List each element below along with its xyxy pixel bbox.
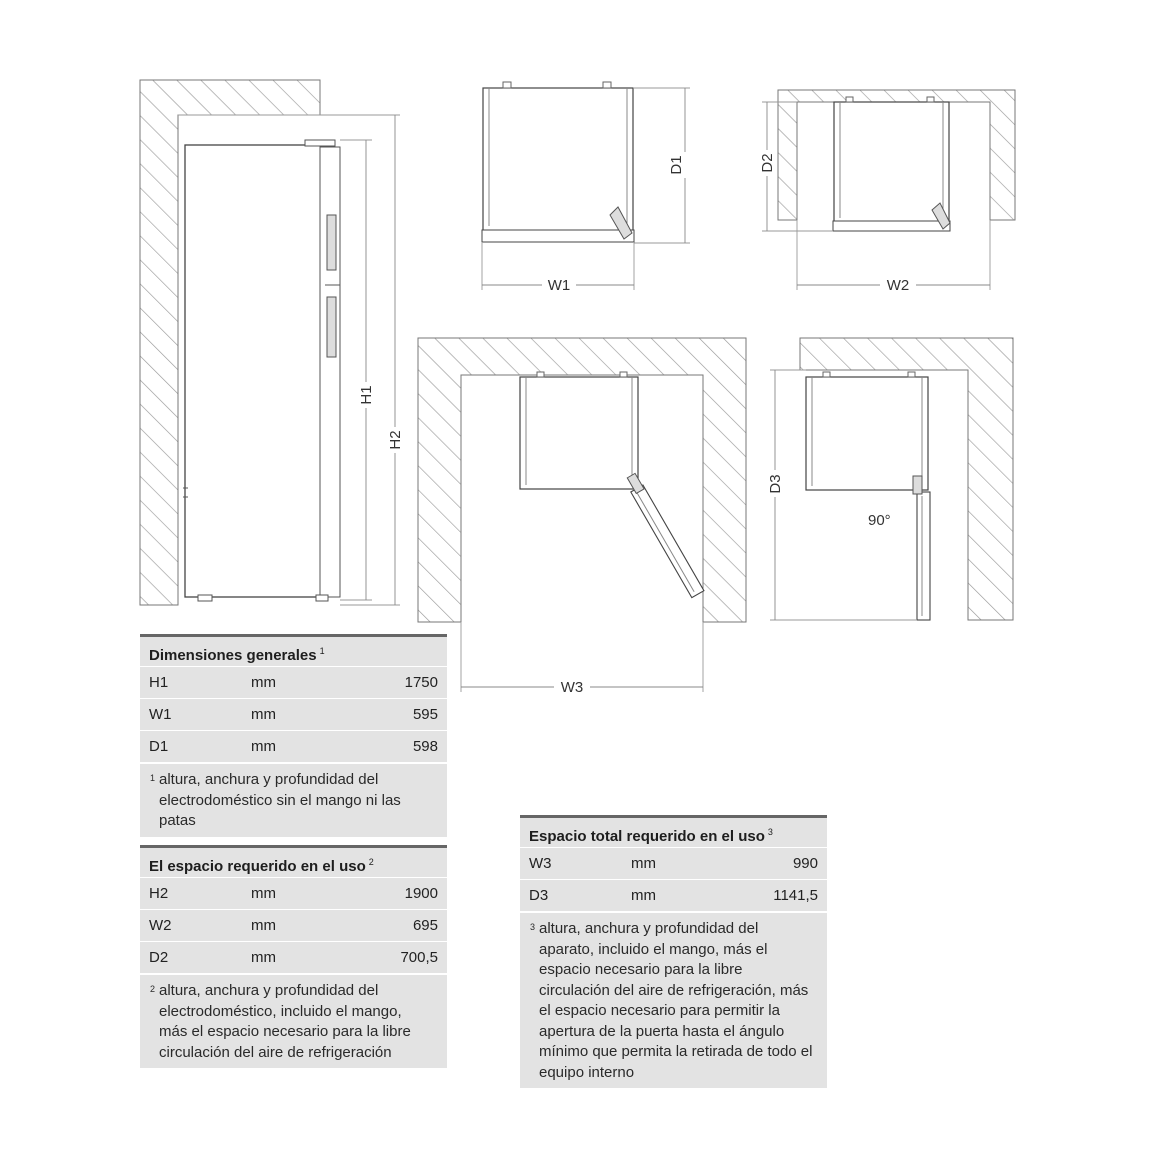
table-row: D1 mm 598 xyxy=(140,731,447,763)
table-row: D3 mm 1141,5 xyxy=(520,880,827,912)
upper-handle xyxy=(327,215,336,270)
angle-label: 90° xyxy=(868,512,891,529)
d2-label: D2 xyxy=(759,153,776,173)
fridge-body xyxy=(185,145,325,597)
top-view-w1-d1 xyxy=(482,82,690,294)
w1-label: W1 xyxy=(547,277,571,294)
d3-label: D3 xyxy=(767,474,784,494)
side-view xyxy=(140,80,404,605)
table-row: H2 mm 1900 xyxy=(140,878,447,910)
table-row: D2 mm 700,5 xyxy=(140,942,447,974)
w2-label: W2 xyxy=(886,277,910,294)
table-general-dimensions xyxy=(140,634,447,837)
table-footnote: 1 altura, anchura y profundidad del electrodoméstico sin el mango ni las patas xyxy=(140,763,447,837)
table-row: W1 mm 595 xyxy=(140,699,447,731)
open-door-90 xyxy=(913,476,930,620)
table-row: W3 mm 990 xyxy=(520,848,827,880)
table-title: Dimensiones generales $^1$ xyxy=(140,634,447,667)
d1-label: D1 xyxy=(668,155,685,175)
table-required-space xyxy=(140,845,447,1068)
table-row: H1 mm 1750 xyxy=(140,667,447,699)
table-title: Espacio total requerido en el uso $^3$ xyxy=(520,815,827,848)
top-view-d3 xyxy=(767,338,1013,620)
table-row: W2 mm 695 xyxy=(140,910,447,942)
table-title: El espacio requerido en el uso $^2$ xyxy=(140,845,447,878)
h1-label: H1 xyxy=(358,385,375,405)
table-footnote: 3 altura, anchura y profundidad del aparato, incluido el mango, más el espacio necesario para la libre circulación del aire de refrigeración, más el espacio necesario para permitir la apertura de la puerta hasta el ángulo mínimo que permita la retirada de todo el equipo interno xyxy=(520,912,827,1088)
table-footnote: 2 altura, anchura y profundidad del electrodoméstico, incluido el mango, más el espacio necesario para la libre circulación del aire de refrigeración xyxy=(140,974,447,1068)
open-door xyxy=(624,473,704,598)
top-view-w2-d2 xyxy=(759,90,1015,294)
w3-label: W3 xyxy=(560,679,584,696)
lower-handle xyxy=(327,297,336,357)
h2-label: H2 xyxy=(387,430,404,450)
table-total-space xyxy=(520,815,827,1088)
top-view-w3 xyxy=(418,338,746,696)
